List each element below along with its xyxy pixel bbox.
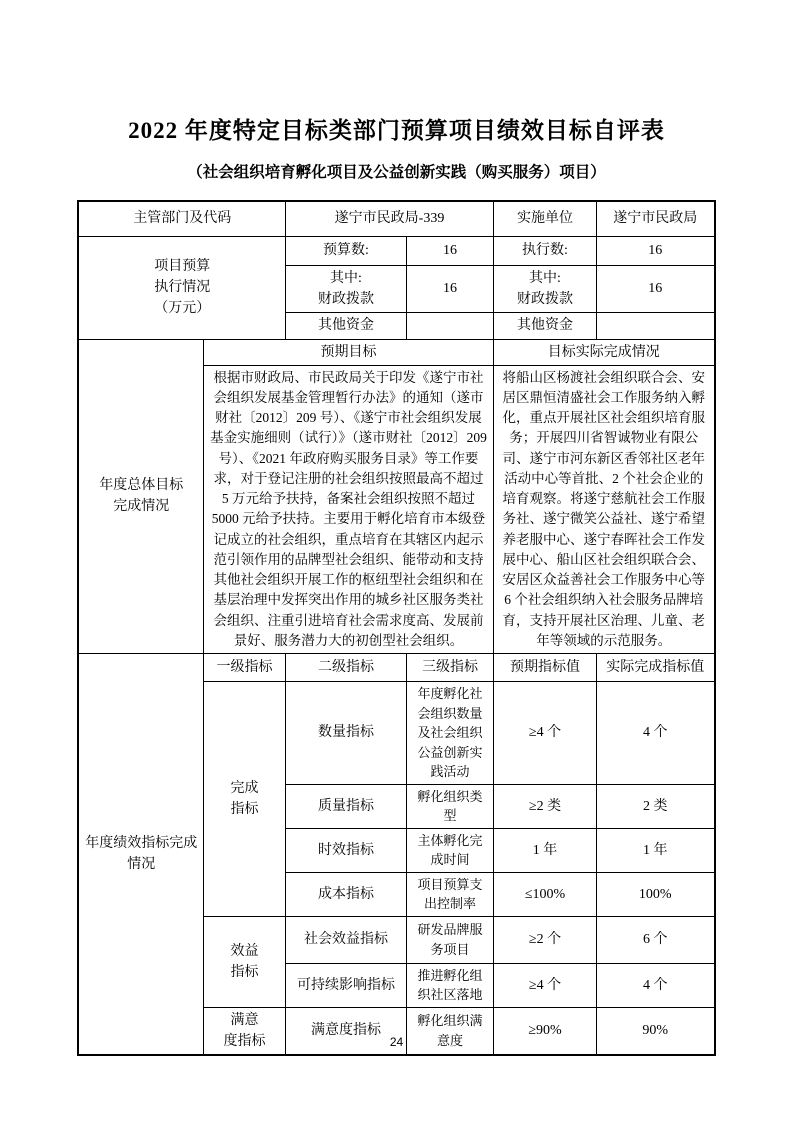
indicator-l3: 项目预算支出控制率 (406, 872, 493, 916)
header-level2: 二级指标 (285, 654, 406, 682)
page-number: 24 (389, 1035, 404, 1049)
indicator-expected: ≤100% (494, 872, 597, 916)
dept-code-value: 遂宁市民政局-339 (285, 201, 493, 236)
indicator-section-label: 年度绩效指标完成 情况 (78, 654, 203, 1055)
group-satisfaction-label: 满意 度指标 (203, 1007, 285, 1055)
indicator-actual: 2 类 (597, 784, 715, 828)
indicator-expected: ≥2 个 (494, 916, 597, 963)
indicator-actual: 90% (597, 1007, 715, 1055)
expected-goal-header: 预期目标 (203, 339, 493, 365)
header-level1: 一级指标 (203, 654, 285, 682)
budget-other-exec-label: 其他资金 (494, 312, 597, 339)
budget-other-label: 其他资金 (285, 312, 406, 339)
annual-goal-section-label: 年度总体目标 完成情况 (78, 339, 203, 654)
budget-fiscal-exec-label: 其中: 财政拨款 (494, 265, 597, 312)
indicator-expected: ≥2 类 (494, 784, 597, 828)
dept-code-label: 主管部门及代码 (78, 201, 285, 236)
indicator-actual: 100% (597, 872, 715, 916)
budget-fiscal-label: 其中: 财政拨款 (285, 265, 406, 312)
budget-fiscal-exec-value: 16 (597, 265, 715, 312)
indicator-l2: 数量指标 (285, 682, 406, 785)
impl-unit-value: 遂宁市民政局 (597, 201, 715, 236)
indicator-expected: ≥4 个 (494, 682, 597, 785)
budget-executed-value: 16 (597, 236, 715, 265)
group-completion-label: 完成 指标 (203, 682, 285, 917)
budget-executed-label: 执行数: (494, 236, 597, 265)
indicator-actual: 4 个 (597, 963, 715, 1007)
indicator-expected: ≥4 个 (494, 963, 597, 1007)
table-row (78, 654, 714, 682)
indicator-actual: 1 年 (597, 828, 715, 872)
budget-fiscal-value: 16 (406, 265, 493, 312)
indicator-l3: 推进孵化组织社区落地 (406, 963, 493, 1007)
page-title: 2022 年度特定目标类部门预算项目绩效目标自评表 (128, 118, 665, 143)
budget-section-label: 项目预算 执行情况 （万元） (78, 236, 285, 339)
indicator-actual: 6 个 (597, 916, 715, 963)
header-actual: 实际完成指标值 (597, 654, 715, 682)
indicator-l3: 主体孵化完成时间 (406, 828, 493, 872)
indicator-l3: 孵化组织满意度 (406, 1007, 493, 1055)
page-subtitle: （社会组织培育孵化项目及公益创新实践（购买服务）项目） (187, 164, 606, 181)
self-evaluation-table (77, 200, 715, 1056)
indicator-l2: 社会效益指标 (285, 916, 406, 963)
budget-planned-label: 预算数: (285, 236, 406, 265)
indicator-l2: 可持续影响指标 (285, 963, 406, 1007)
impl-unit-label: 实施单位 (494, 201, 597, 236)
table-row (78, 236, 714, 265)
indicator-actual: 4 个 (597, 682, 715, 785)
indicator-l3: 研发品牌服务项目 (406, 916, 493, 963)
indicator-l2: 成本指标 (285, 872, 406, 916)
actual-goal-header: 目标实际完成情况 (494, 339, 715, 365)
indicator-expected: ≥90% (494, 1007, 597, 1055)
actual-goal-text: 将船山区杨渡社会组织联合会、安居区鼎恒清盛社会工作服务纳入孵化，重点开展社区社会组织培育服务；开展四川省智诚物业有限公司、遂宁市河东新区香邻社区老年活动中心等首批、2 个社会企业的培育观察。将遂宁慈航社会工作服务社、遂宁微笑公益社、遂宁希望养老服中心、遂宁春晖社会工作发展中心、船山区社会组织联合会、安居区众益善社会工作服务中心等 6 个社会组织纳入社会服务品牌培育，支持开展社区治理、儿童、老年等领域的示范服务。 (494, 365, 715, 654)
budget-other-exec-value (597, 312, 715, 339)
indicator-l2: 满意度指标 (285, 1007, 406, 1055)
group-benefit-label: 效益 指标 (203, 916, 285, 1007)
indicator-l3: 年度孵化社会组织数量及社会组织公益创新实践活动 (406, 682, 493, 785)
expected-goal-text: 根据市财政局、市民政局关于印发《遂宁市社会组织发展基金管理暂行办法》的通知（遂市财社〔2012〕209 号）、《遂宁市社会组织发展基金实施细则（试行）》（遂市财社〔2012〕209 号）、《2021 年政府购买服务目录》等工作要求，对于登记注册的社会组织按照最高不超过 5 万元给予扶持，备案社会组织按照不超过 5000 元给予扶持。主要用于孵化培育市本级登记成立的社会组织，重点培育在其辖区内起示范引领作用的品牌型社会组织、能带动和支持其他社会组织开展工作的枢纽型社会组织和在基层治理中发挥突出作用的城乡社区服务类社会组织、注重引进培育社会需求度高、发展前景好、服务潜力大的初创型社会组织。 (203, 365, 493, 654)
table-row (78, 339, 714, 365)
indicator-l2: 质量指标 (285, 784, 406, 828)
header-expected: 预期指标值 (494, 654, 597, 682)
header-level3: 三级指标 (406, 654, 493, 682)
indicator-l3: 孵化组织类型 (406, 784, 493, 828)
indicator-l2: 时效指标 (285, 828, 406, 872)
budget-other-value (406, 312, 493, 339)
indicator-expected: 1 年 (494, 828, 597, 872)
budget-planned-value: 16 (406, 236, 493, 265)
table-row (78, 201, 714, 236)
